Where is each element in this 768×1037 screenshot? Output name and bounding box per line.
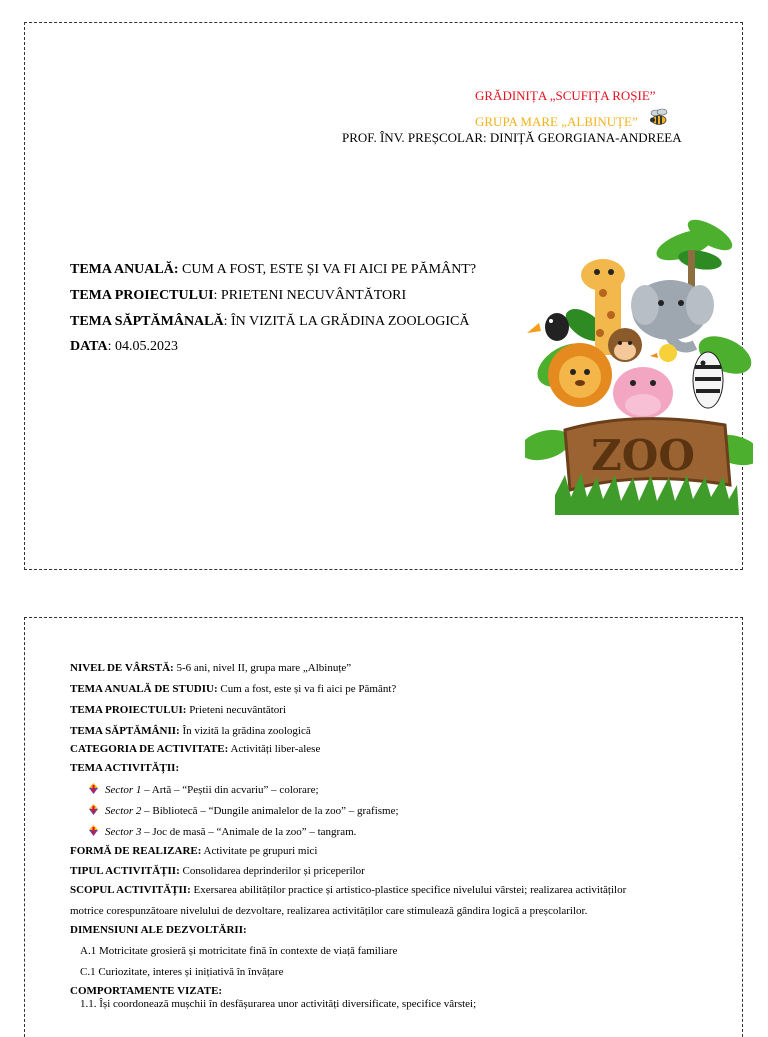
- cover-project-theme-label: TEMA PROIECTULUI: [70, 288, 214, 303]
- row-activity-purpose: [70, 884, 626, 896]
- cover-weekly-theme: [70, 314, 470, 330]
- age-level-value: 5-6 ani, nivel II, grupa mare „Albinuțe”: [173, 662, 352, 674]
- cover-date: [70, 339, 178, 355]
- annual-theme-value: Cum a fost, este și va fi aici pe Pământ?: [217, 683, 397, 695]
- project-theme-label: TEMA PROIECTULUI:: [70, 704, 187, 716]
- activity-category-value: Activități liber-alese: [228, 743, 321, 755]
- activity-purpose-continued: motrice corespunzătoare nivelului de dezvoltare, realizarea activităților care stimulează gândira logică a preșcolarilor.: [70, 905, 588, 917]
- bullet-arrow-icon: [88, 825, 99, 836]
- zoo-sign-text: ZOO: [591, 431, 695, 480]
- dimension-item: A.1 Motricitate grosieră și motricitate fină în contexte de viață familiare: [80, 945, 398, 957]
- teacher-name: PROF. ÎNV. PREȘCOLAR: DINIȚĂ GEORGIANA-ANDREEA: [342, 130, 682, 145]
- zoo-animals-illustration: [525, 215, 753, 525]
- cover-annual-theme-value: CUM A FOST, ESTE ȘI VA FI AICI PE PĂMÂNT?: [178, 262, 477, 277]
- cover-annual-theme: [70, 262, 476, 278]
- age-level-label: NIVEL DE VÂRSTĂ:: [70, 662, 174, 674]
- cover-annual-theme-label: TEMA ANUALĂ:: [70, 262, 179, 277]
- group-name: GRUPA MARE „ALBINUȚE”: [475, 114, 638, 129]
- sector-name: Sector 3: [105, 826, 142, 838]
- sector-text: – Bibliotecă – “Dungile animalelor de la zoo” – grafisme;: [141, 805, 399, 817]
- sector-text: – Artă – “Peștii din acvariu” – colorare;: [141, 784, 319, 796]
- activity-purpose-value: Exersarea abilităților practice și artistico-plastice specifice nivelului vârstei; realizarea activităților: [190, 884, 627, 896]
- row-annual-theme: [70, 683, 396, 695]
- activity-type-value: Consolidarea deprinderilor și priceperilor: [179, 865, 365, 877]
- row-project-theme: [70, 704, 286, 716]
- bullet-arrow-icon: [88, 804, 99, 815]
- realization-form-value: Activitate pe grupuri mici: [201, 845, 318, 857]
- realization-form-label: FORMĂ DE REALIZARE:: [70, 845, 202, 857]
- row-activity-theme: [70, 762, 179, 774]
- development-dimensions-label: DIMENSIUNI ALE DEZVOLTĂRII:: [70, 924, 247, 936]
- sector-item: [88, 783, 319, 796]
- row-target-behaviours: [70, 985, 222, 997]
- week-theme-label: TEMA SĂPTĂMÂNII:: [70, 725, 180, 737]
- kindergarten-name: GRĂDINIȚA „SCUFIȚA ROȘIE”: [475, 88, 656, 103]
- cover-project-theme: [70, 288, 406, 304]
- week-theme-value: În vizită la grădina zoologică: [179, 725, 311, 737]
- target-behaviours-label: COMPORTAMENTE VIZATE:: [70, 985, 223, 997]
- row-development-dimensions: [70, 924, 247, 936]
- cover-date-label: DATA: [70, 339, 108, 354]
- activity-category-label: CATEGORIA DE ACTIVITATE:: [70, 743, 229, 755]
- bullet-arrow-icon: [88, 783, 99, 794]
- annual-theme-label: TEMA ANUALĂ DE STUDIU:: [70, 683, 218, 695]
- behaviour-item: 1.1. Își coordonează mușchii în desfășurarea unor activități diversificate, specifice vârstei;: [80, 998, 477, 1010]
- cover-date-value: : 04.05.2023: [107, 339, 178, 354]
- row-activity-type: [70, 865, 365, 877]
- cover-project-theme-value: : PRIETENI NECUVÂNTĂTORI: [213, 288, 407, 303]
- row-activity-category: [70, 743, 320, 755]
- row-age-level: [70, 662, 351, 674]
- activity-theme-label: TEMA ACTIVITĂȚII:: [70, 762, 180, 774]
- dimension-item: C.1 Curiozitate, interes și inițiativă în învățare: [80, 966, 284, 978]
- cover-weekly-theme-label: TEMA SĂPTĂMÂNALĂ: [70, 314, 224, 329]
- row-realization-form: [70, 845, 318, 857]
- row-week-theme: [70, 725, 311, 737]
- project-theme-value: Prieteni necuvântători: [186, 704, 287, 716]
- sector-name: Sector 1: [105, 784, 142, 796]
- bee-icon: [648, 107, 670, 127]
- sector-text: – Joc de masă – “Animale de la zoo” – tangram.: [141, 826, 357, 838]
- activity-purpose-label: SCOPUL ACTIVITĂȚII:: [70, 884, 191, 896]
- activity-type-label: TIPUL ACTIVITĂȚII:: [70, 865, 180, 877]
- cover-weekly-theme-value: : ÎN VIZITĂ LA GRĂDINA ZOOLOGICĂ: [223, 314, 470, 329]
- sector-item: [88, 825, 356, 838]
- sector-name: Sector 2: [105, 805, 142, 817]
- sector-item: [88, 804, 399, 817]
